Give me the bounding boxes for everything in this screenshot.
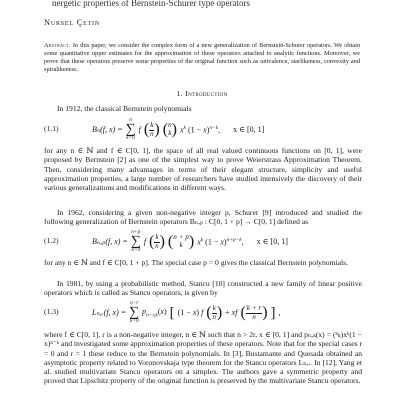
section-number: 1. <box>176 89 183 98</box>
equation-1-3 <box>44 299 362 327</box>
abstract-label: Abstract. <box>44 42 71 49</box>
paragraph-4: for any n ∈ ℕ and f ∈ C[0, 1 + p]. The special case p = 0 gives the classical Bernstein polynomials. <box>44 258 348 267</box>
paper-page <box>44 0 364 400</box>
sum-symbol: n ∑ k=0 <box>125 117 136 142</box>
equation-lhs: Bₙ,ₚ(f, x) = <box>92 237 128 247</box>
section-title: Introduction <box>185 89 228 98</box>
author-name: Nursel Çetin <box>44 18 100 27</box>
abstract-text: In this paper, we consider the complex form of a new generalization of Bernstein-Schurer operators. We obtain some quantitative upper estimates for the approximation of these operators attached to analytic functions. Moreover, we prove that these operators preserve some properties of the original function such as univalence, starlikeness, convexity and spiralikeness. <box>44 42 360 74</box>
sum-symbol: n+p ∑ k=0 <box>130 229 141 254</box>
equation-1-1 <box>44 116 362 144</box>
equation-body: Bₙ(f, x) = n ∑ k=0 f ( $\frac{k}{n}$ ) ( n k ) $x^k$ $(1 - x)^{n-k}$, x ∈ [0, 1] <box>92 117 265 142</box>
paragraph-2: for any n ∈ ℕ and f ∈ C[0, 1], the space of all real valued continuous functions on [0, 1], were proposed by Bernstein [2] as one of the simplest way to prove Weierstrass Approximation Theorem. Then, considering many advantages in terms of their elegant structure, simplicity and useful approximation properties, a large number of researchers have studied intensively the discovery of their various generalizations and modifications in different ways. <box>44 146 362 192</box>
paragraph-5: In 1981, by using a probabilistic method, Stancu [10] constructed a new family of linear positive operators which is called as Stancu operators, is given by <box>44 279 362 298</box>
section-heading <box>44 89 360 99</box>
equation-number: (1.3) <box>44 307 59 316</box>
paragraph-6: where f ∈ C[0, 1], r is a non-negative integer, n ∈ ℕ such that n > 2r, x ∈ [0, 1] and pₙ,ₖ(x) = (ⁿₖ)xᵏ(1 − x)ⁿ⁻ᵏ and investigated some approximation properties of these operators. Note that for the special cases r = 0 and r = 1 these reduce to the Bernstein polynomials. In [3], Bustamante and Quesada obtained an asymptotic property related to Voronovskaja type theorem for the Stancu operators Lₙ,ᵣ. In [12], Yang et al. studied multivariate Stancu operators on a simplex. The authors gave a symmetric property and proved that Lipschitz property of the original function is preserved by the multivariate Stancu operators. <box>44 330 362 386</box>
paragraph-1: In 1912, the classical Bernstein polynomials <box>57 104 192 113</box>
sum-symbol: n−r ∑ k=0 <box>129 300 140 325</box>
equation-number: (1.1) <box>44 124 59 133</box>
equation-condition: x ∈ [0, 1] <box>256 237 288 247</box>
equation-condition: x ∈ [0, 1] <box>233 125 265 135</box>
abstract <box>44 42 360 74</box>
equation-1-2 <box>44 228 362 256</box>
equation-body: Lₙ,ᵣ(f, x) = n−r ∑ k=0 $p_{n-r,k}(x)$ [ (1 − x) f ( $\frac{k}{n}$ ) + xf ( $\frac{k + r}{n}$ ) ] , <box>92 300 281 325</box>
paper-title: nergetic properties of Bernstein-Schurer type operators <box>52 0 251 8</box>
equation-lhs: Lₙ,ᵣ(f, x) = <box>92 308 127 318</box>
paragraph-3: In 1962, considering a given non-negative integer p, Schurer [9] introduced and studied the following generalization of Bernstein operators Bₙ,ₚ : C[0, 1 + p] → C[0, 1] defined as <box>44 208 362 227</box>
equation-number: (1.2) <box>44 236 59 245</box>
equation-lhs: Bₙ(f, x) = <box>92 125 123 135</box>
equation-body: Bₙ,ₚ(f, x) = n+p ∑ k=0 f ( $\frac{k}{n}$ ) ( n + p k ) $x^k$ $(1 - x)^{n+p-k}$, x ∈ [0, 1] <box>92 229 288 254</box>
